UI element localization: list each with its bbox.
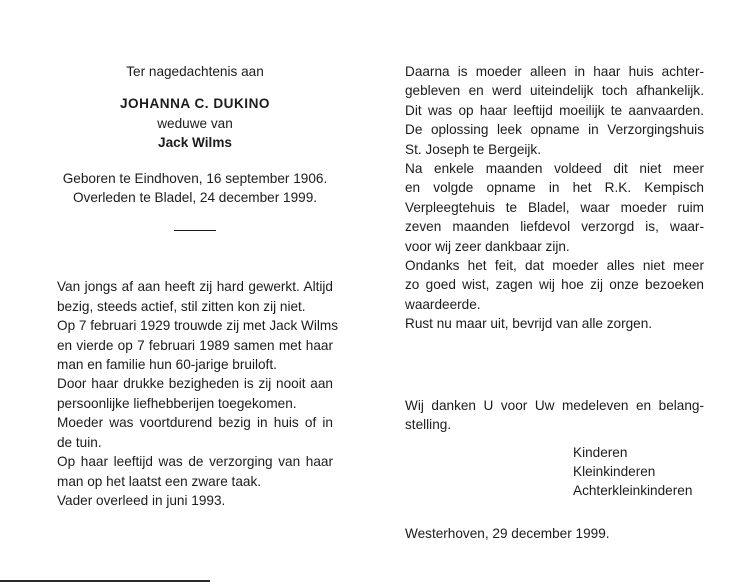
bio-line: man op het laatst een zware taak. <box>57 473 262 489</box>
story-line: Ondanks het feit, dat moeder alles niet meer <box>405 258 704 274</box>
story-line: Dit was op haar leeftijd moeilijk te aanvaarden. <box>405 102 704 118</box>
thanks-line: Wij danken U voor Uw medeleven en belang- <box>405 397 704 413</box>
story-text <box>405 62 704 334</box>
bio-line: bezig, steeds actief, stil zitten kon zij niet. <box>57 298 306 314</box>
story-line: Na enkele maanden voldeed dit niet meer <box>405 161 704 177</box>
story-line: gebleven en werd uiteindelijk toch afhankelijk. <box>405 83 704 99</box>
story-line: en volgde opname in het R.K. Kempisch <box>405 180 704 196</box>
deceased-name: JOHANNA C. DUKINO <box>120 96 270 112</box>
bottom-edge-rule <box>0 580 210 582</box>
bio-line: Vader overleed in juni 1993. <box>57 492 226 508</box>
death-line: Overleden te Bladel, 24 december 1999. <box>72 190 318 206</box>
thanks-text <box>405 396 704 435</box>
bio-line: Moeder was voortdurend bezig in huis of in <box>57 415 333 431</box>
signer-name: Kleinkinderen <box>573 463 656 479</box>
bio-line: de tuin. <box>57 434 102 450</box>
bio-line: persoonlijke liefhebberijen toegekomen. <box>57 395 297 411</box>
story-line: Rust nu maar uit, bevrijd van alle zorgen. <box>405 316 653 332</box>
story-line: Daarna is moeder alleen in haar huis achter- <box>405 64 704 79</box>
biography-text <box>57 277 339 510</box>
widow-of-text: weduwe van <box>157 115 233 131</box>
signers-list <box>405 443 704 501</box>
signer-name: Kinderen <box>573 444 628 460</box>
thanks-line: stelling. <box>405 417 452 433</box>
left-column <box>57 62 339 510</box>
right-column <box>405 62 704 501</box>
story-line: Verpleegtehuis te Bladel, waar moeder ruim <box>405 199 704 215</box>
story-line: De oplossing leek opname in Verzorgingshuis <box>405 122 704 138</box>
story-line: voor wij zeer dankbaar zijn. <box>405 238 570 254</box>
place-date: Westerhoven, 29 december 1999. <box>405 526 610 541</box>
bio-line: Door haar drukke bezigheden is zij nooit aan <box>57 376 333 392</box>
story-line: zo goed wist, zagen wij hoe zij onze bezoeken <box>405 277 704 293</box>
signer-name: Achterkleinkinderen <box>573 483 693 499</box>
birth-line: Geboren te Eindhoven, 16 september 1906. <box>62 170 328 186</box>
intro-text: Ter nagedachtenis aan <box>126 64 264 79</box>
story-line: waardeerde. <box>405 296 481 312</box>
divider-rule <box>174 230 216 231</box>
bio-line: Op 7 februari 1929 trouwde zij met Jack Wilms <box>57 318 339 334</box>
bio-line: man en familie hun 60-jarige bruiloft. <box>57 357 277 373</box>
story-line: St. Joseph te Bergeijk. <box>405 141 542 157</box>
life-dates <box>57 169 333 208</box>
bio-line: en vierde op 7 februari 1989 samen met haar <box>57 337 333 353</box>
spouse-name: Jack Wilms <box>158 135 232 151</box>
bio-line: Op haar leeftijd was de verzorging van haar <box>57 454 333 470</box>
bio-line: Van jongs af aan heeft zij hard gewerkt. Altijd <box>57 279 333 295</box>
story-line: zeven maanden liefdevol verzorgd is, waar- <box>405 219 704 235</box>
